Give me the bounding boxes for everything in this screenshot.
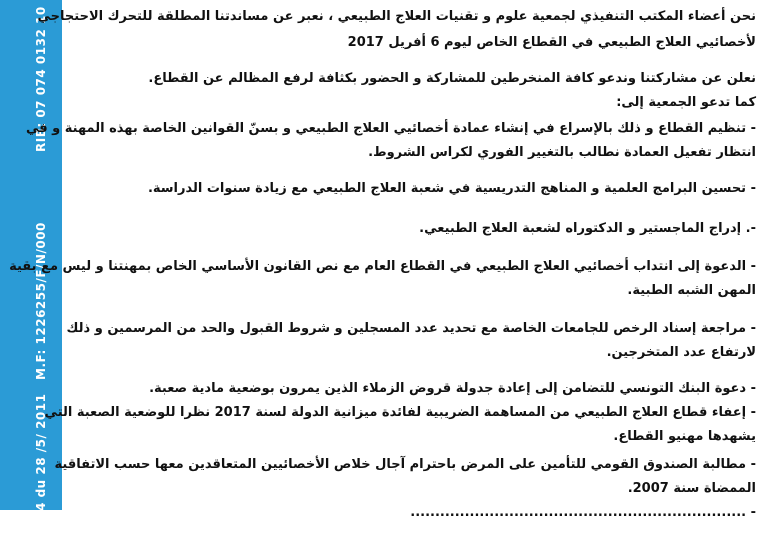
demand-7-line1: - إعفاء قطاع العلاج الطبيعي من المساهمة الضريبية لفائدة ميزانية الدولة لسنة 2017 نظرا للوضعية الصعبة التي bbox=[44, 405, 756, 420]
demand-6: - دعوة البنك التونسي للتضامن إلى إعادة جدولة قروض الزملاء الذين يمرون بوضعية مادية صعبة. bbox=[149, 381, 756, 396]
demand-1-line2: انتظار تفعيل العمادة نطالب بالتغيير الفوري لكراس الشروط. bbox=[368, 145, 756, 160]
paragraph-intro-line2: لأخصائيي العلاج الطبيعي في القطاع الخاص ليوم 6 أفريل 2017 bbox=[347, 35, 756, 50]
tax-id-label: M.F: 1226255/F/N/000 bbox=[34, 222, 48, 380]
demand-1-line1: - تنظيم القطاع و ذلك بالإسراع في إنشاء عمادة أخصائيي العلاج الطبيعي و بسنّ القوانين الخاصة بهذه المهنة و في bbox=[25, 121, 756, 136]
paragraph-calls-header: كما تدعو الجمعية إلى: bbox=[616, 95, 756, 110]
demand-2: - تحسين البرامج العلمية و المناهج التدريسية في شعبة العلاج الطبيعي مع زيادة سنوات الدراسة. bbox=[147, 181, 756, 196]
demand-8-line2: الممضاة سنة 2007. bbox=[627, 481, 756, 496]
demand-9-partial: - .................................................................... bbox=[410, 505, 756, 520]
paragraph-participation: نعلن عن مشاركتنا وندعو كافة المنخرطين للمشاركة و الحضور بكثافة لرفع المظالم عن القطاع. bbox=[148, 71, 756, 86]
registration-label: n° 64 du 28 /5/ 2011 bbox=[34, 393, 48, 540]
demand-4-line2: المهن الشبه الطبية. bbox=[627, 283, 756, 298]
rib-label: RIB: 07 074 0132 10 bbox=[34, 6, 48, 152]
demand-5-line1: - مراجعة إسناد الرخص للجامعات الخاصة مع تحديد عدد المسجلين و شروط القبول والحد من المرسمين و ذلك bbox=[66, 321, 756, 336]
demand-8-line1: - مطالبة الصندوق القومي للتأمين على المرض باحترام آجال خلاص الأخصائيين المتعاقدين معها حسب الاتفاقية bbox=[54, 457, 756, 472]
demand-7-line2: يشهدها مهنيو القطاع. bbox=[613, 429, 756, 444]
demand-5-line2: لارتفاع عدد المتخرجين. bbox=[606, 345, 756, 360]
demand-3: -. إدراج الماجستير و الدكتوراه لشعبة العلاج الطبيعي. bbox=[419, 221, 756, 236]
demand-4-line1: - الدعوة إلى انتداب أخصائيي العلاج الطبيعي في القطاع العام مع نص القانون الأساسي الخاص بمهنتنا و ليس مع بقية bbox=[9, 259, 756, 274]
paragraph-intro-line1: نحن أعضاء المكتب التنفيذي لجمعية علوم و تقنيات العلاج الطبيعي ، نعبر عن مساندتنا المطلقة للتحرك الاحتجاجي bbox=[37, 9, 756, 24]
